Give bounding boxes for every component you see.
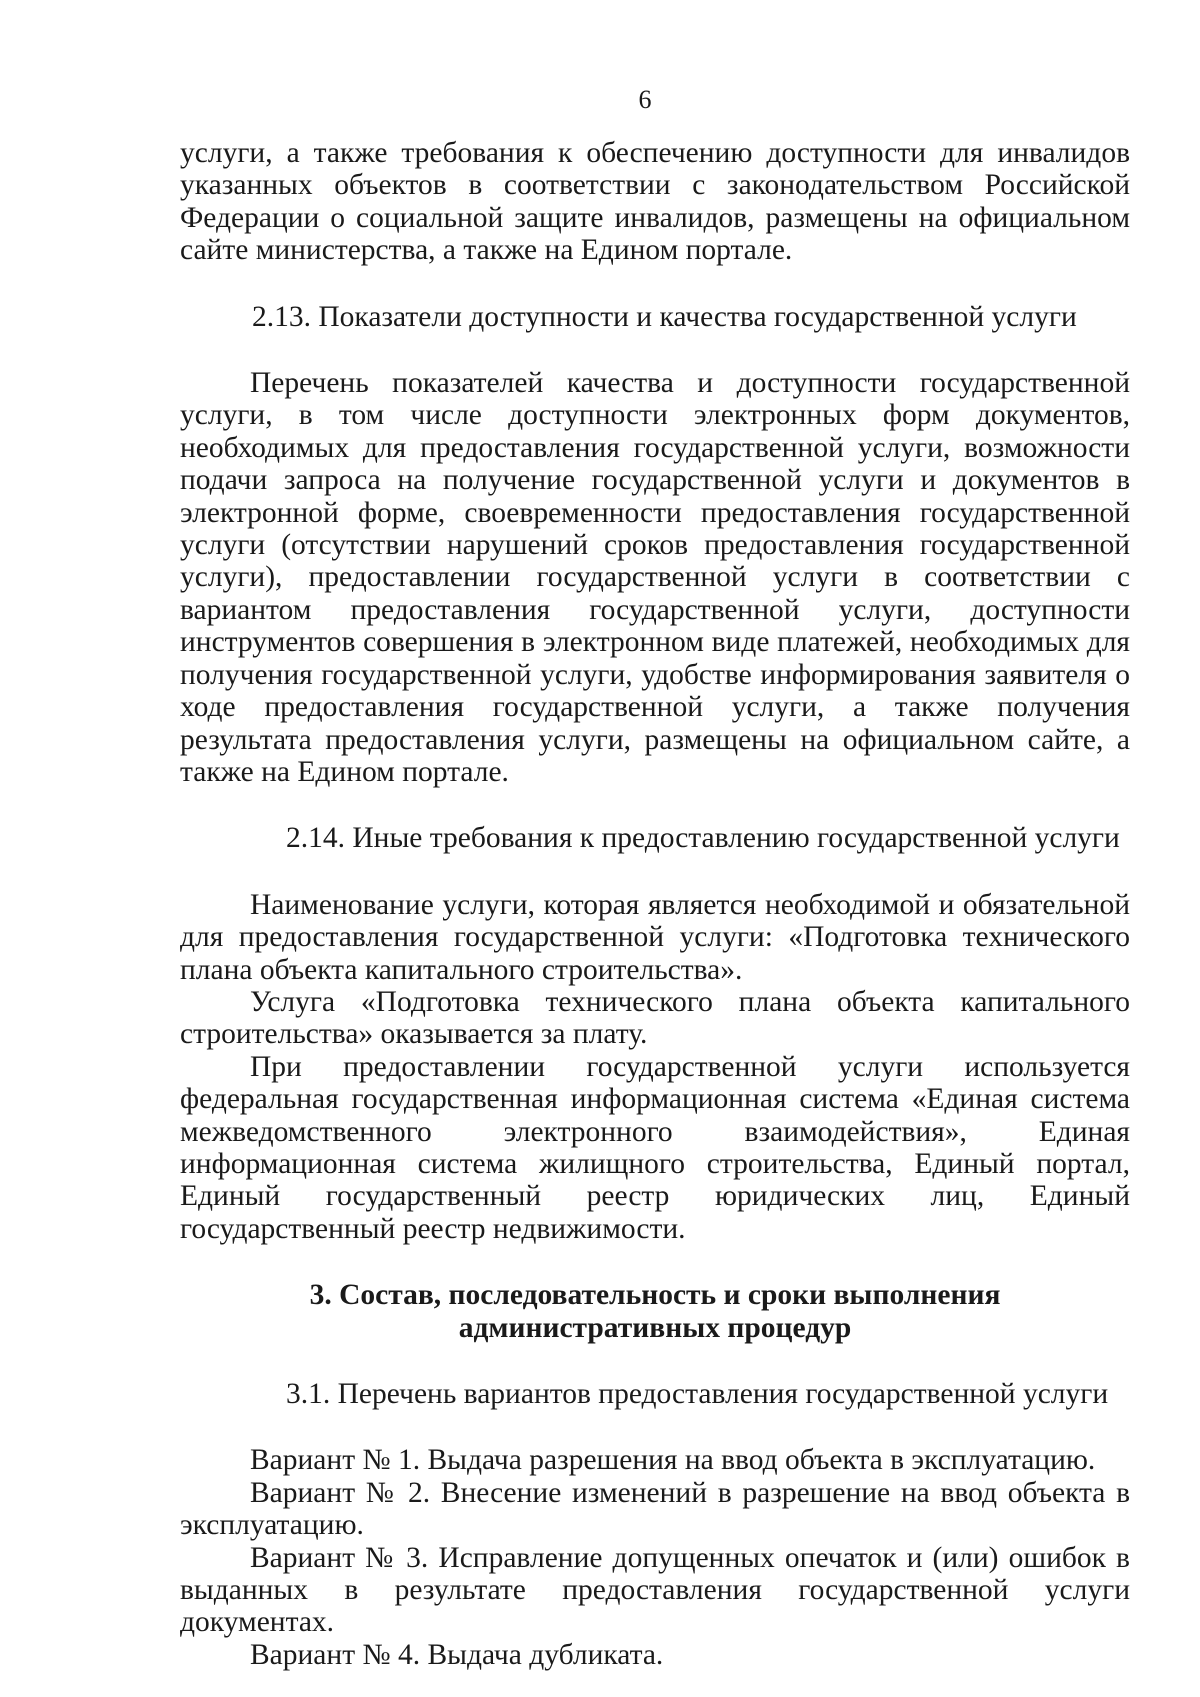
section-heading-2-14: 2.14. Иные требования к предоставлению государственной услуги — [286, 822, 1120, 855]
paragraph-2-14-1: Наименование услуги, которая является необходимой и обязательной для предоставления государственной услуги: «Подготовка технического плана объекта капитального строительства». — [180, 888, 1130, 986]
section-title-3-line-2: административных процедур — [458, 1311, 852, 1344]
paragraph-2-14-2: Услуга «Подготовка технического плана объекта капитального строительства» оказывается за плату. — [180, 985, 1130, 1051]
paragraph-2-13: Перечень показателей качества и доступности государственной услуги, в том числе доступности электронных форм документов, необходимых для предоставления государственной услуги, возможности подачи запроса на получение государственной услуги и документов в электронной форме, своевременности предоставления государственной услуги (отсутствии нарушений сроков предоставления государственной услуги), предоставлении государственной услуги в соответствии с вариантом предоставления государственной услуги, доступности инструментов совершения в электронном виде платежей, необходимых для получения государственной услуги, удобстве информирования заявителя о ходе предоставления государственной услуги, а также получения результата предоставления услуги, размещены на официальном сайте, а также на Едином портале. — [180, 367, 1130, 788]
document-body — [180, 137, 1130, 1671]
intro-paragraph: услуги, а также требования к обеспечению доступности для инвалидов указанных объектов в соответствии с законодательством Российской Федерации о социальной защите инвалидов, размещены на официальном сайте министерства, а также на Едином портале. — [180, 137, 1130, 267]
section-heading-3-1: 3.1. Перечень вариантов предоставления государственной услуги — [286, 1378, 1109, 1410]
page-number: 6 — [638, 85, 652, 114]
section-title-3 — [180, 1279, 1130, 1344]
variant-3: Вариант № 3. Исправление допущенных опечаток и (или) ошибок в выданных в результате предоставления государственной услуги документах. — [180, 1541, 1130, 1639]
variant-4: Вариант № 4. Выдача дубликата. — [250, 1638, 664, 1671]
section-heading-2-13: 2.13. Показатели доступности и качества государственной услуги — [252, 300, 1077, 333]
paragraph-2-14-3: При предоставлении государственной услуги используется федеральная государственная информационная система «Единая система межведомственного электронного взаимодействия», Единая информационная система жилищного строительства, Единый портал, Единый государственный реестр юридических лиц, Единый государственный реестр недвижимости. — [180, 1050, 1130, 1245]
section-title-3-line-1: 3. Состав, последовательность и сроки выполнения — [309, 1279, 1001, 1312]
variant-2: Вариант № 2. Внесение изменений в разрешение на ввод объекта в эксплуатацию. — [180, 1476, 1130, 1542]
variant-1: Вариант № 1. Выдача разрешения на ввод объекта в эксплуатацию. — [250, 1444, 1096, 1477]
